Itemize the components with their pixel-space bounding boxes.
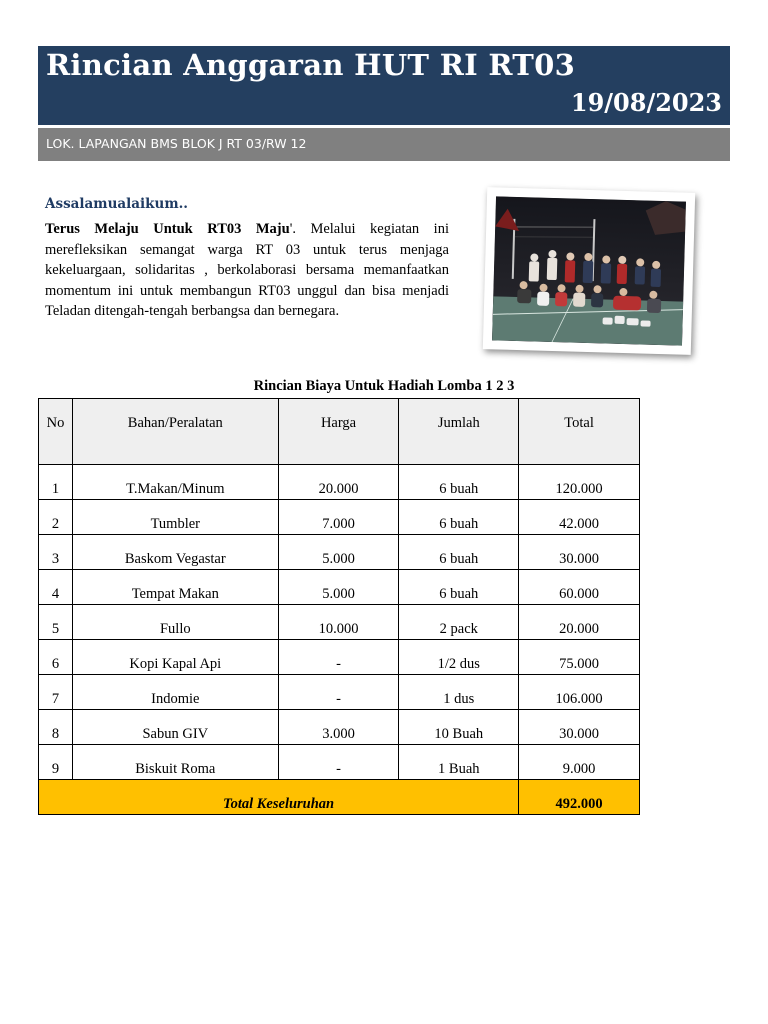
total-value: 492.000 [519,780,640,815]
item-name: Baskom Vegastar [72,535,278,570]
intro-paragraph [45,219,449,322]
item-quantity: 6 buah [399,465,519,500]
item-price: - [278,675,399,710]
table-row [39,640,640,675]
item-name: Tempat Makan [72,570,278,605]
header-cell-quantity: Jumlah [399,399,519,465]
item-price: - [278,640,399,675]
item-name: T.Makan/Minum [72,465,278,500]
page-header [38,46,730,125]
item-quantity: 6 buah [399,500,519,535]
item-total: 75.000 [519,640,640,675]
table-row [39,675,640,710]
table-row [39,570,640,605]
group-photo-frame [483,187,695,355]
item-total: 42.000 [519,500,640,535]
table-row [39,465,640,500]
row-number: 6 [39,640,73,675]
item-name: Sabun GIV [72,710,278,745]
table-row [39,605,640,640]
item-price: 3.000 [278,710,399,745]
row-number: 2 [39,500,73,535]
intro-body: '. Melalui kegiatan ini merefleksikan semangat warga RT 03 untuk terus menjaga kekeluargaan, solidaritas , berkolaborasi bersama memanfaatkan momentum ini untuk membangun RT03 unggul dan bisa menjadi Teladan ditengah-tengah berbangsa dan bernegara. [45,221,449,319]
table-row [39,500,640,535]
table-row [39,535,640,570]
header-cell-no: No [39,399,73,465]
item-quantity: 1 dus [399,675,519,710]
row-number: 5 [39,605,73,640]
item-price: - [278,745,399,780]
item-quantity: 1 Buah [399,745,519,780]
header-cell-price: Harga [278,399,399,465]
item-price: 10.000 [278,605,399,640]
location-text: LOK. LAPANGAN BMS BLOK J RT 03/RW 12 [46,136,307,151]
event-date: 19/08/2023 [570,88,722,117]
budget-table [38,398,640,815]
table-header-row [39,399,640,465]
item-total: 120.000 [519,465,640,500]
row-number: 1 [39,465,73,500]
item-total: 60.000 [519,570,640,605]
item-price: 5.000 [278,570,399,605]
row-number: 4 [39,570,73,605]
item-quantity: 1/2 dus [399,640,519,675]
item-total: 30.000 [519,535,640,570]
item-quantity: 2 pack [399,605,519,640]
row-number: 3 [39,535,73,570]
intro-lead: Terus Melaju Untuk RT03 Maju [45,221,290,237]
item-price: 5.000 [278,535,399,570]
item-name: Biskuit Roma [72,745,278,780]
table-caption: Rincian Biaya Untuk Hadiah Lomba 1 2 3 [253,378,515,394]
item-name: Indomie [72,675,278,710]
group-photo [492,196,686,345]
header-cell-item: Bahan/Peralatan [72,399,278,465]
item-quantity: 10 Buah [399,710,519,745]
total-row [39,780,640,815]
location-bar [38,128,730,161]
row-number: 8 [39,710,73,745]
group-photo-illustration [492,196,686,345]
page-title: Rincian Anggaran HUT RI RT03 [46,48,576,82]
item-quantity: 6 buah [399,570,519,605]
table-row [39,745,640,780]
table-row [39,710,640,745]
item-name: Tumbler [72,500,278,535]
row-number: 7 [39,675,73,710]
total-label: Total Keseluruhan [39,780,519,815]
item-total: 30.000 [519,710,640,745]
item-quantity: 6 buah [399,535,519,570]
item-price: 7.000 [278,500,399,535]
item-price: 20.000 [278,465,399,500]
greeting: Assalamualaikum.. [45,196,189,212]
item-name: Kopi Kapal Api [72,640,278,675]
item-name: Fullo [72,605,278,640]
header-cell-total: Total [519,399,640,465]
item-total: 20.000 [519,605,640,640]
row-number: 9 [39,745,73,780]
item-total: 9.000 [519,745,640,780]
item-total: 106.000 [519,675,640,710]
